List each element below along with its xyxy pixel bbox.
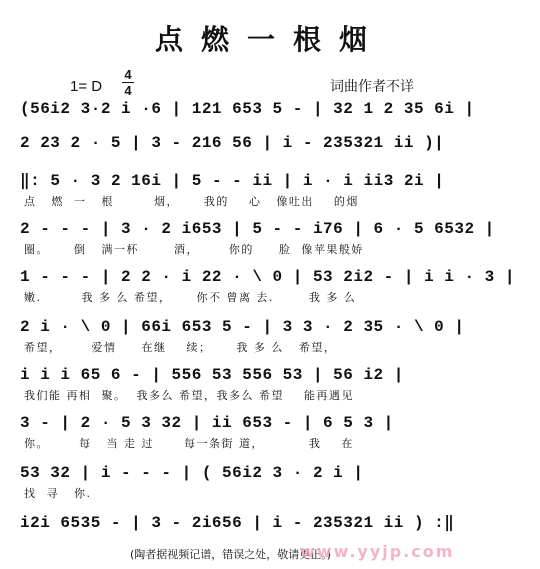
notation-line-8: 3 - | 2 · 5 3 32 | ii 653 - | 6 5 3 | xyxy=(20,414,394,432)
footer-note: (陶者据视频记谱，错误之处，敬请更正。) xyxy=(130,548,332,561)
time-signature-bottom: 4 xyxy=(124,83,132,98)
notation-line-6: 2 i · \ 0 | 66i 653 5 - | 3 3 · 2 35 · \ 0 | xyxy=(20,318,465,336)
lyric-line-7: 我们能 再相 聚。 我多么 希望，我多么 希望 能再遇见 xyxy=(24,389,354,402)
lyric-line-8: 你。 每 当 走 过 每一条街 道， 我 在 xyxy=(24,437,354,450)
lyric-line-3: 点 燃 一 根 烟， 我的 心 像吐出 的烟 xyxy=(24,195,359,208)
notation-line-2: 2 23 2 · 5 | 3 - 216 56 | i - 235321 ii )| xyxy=(20,134,445,152)
notation-line-4: 2 - - - | 3 · 2 i653 | 5 - - i76 | 6 · 5 6532 | xyxy=(20,220,495,238)
song-title: 点燃一根烟 xyxy=(154,23,385,56)
credit-text: 词曲作者不详 xyxy=(330,79,414,95)
notation-line-1: (56i2 3·2 i ·6 | 121 653 5 - | 32 1 2 35 6i | xyxy=(20,100,475,118)
notation-line-5: 1 - - - | 2 2 · i 22 · \ 0 | 53 2i2 - | i i · 3 | xyxy=(20,268,515,286)
notation-line-9: 53 32 | i - - - | ( 56i2 3 · 2 i | xyxy=(20,464,364,482)
watermark-text: www.yyjp.com xyxy=(300,542,455,561)
lyric-line-9: 找 寻 你. xyxy=(24,487,92,500)
notation-line-10: i2i 6535 - | 3 - 2i656 | i - 235321 ii ) :‖ xyxy=(20,514,455,532)
notation-line-7: i i i 65 6 - | 556 53 556 53 | 56 i2 | xyxy=(20,366,404,384)
lyric-line-6: 希望， 爱情 在继 续； 我 多 么 希望， xyxy=(24,341,337,354)
time-signature xyxy=(122,68,134,97)
lyric-line-2 xyxy=(24,154,530,170)
key-signature: 1= D xyxy=(70,78,103,95)
notation-line-3: ‖: 5 · 3 2 16i | 5 - - ii | i · i ii3 2i | xyxy=(20,172,445,190)
lyric-line-4: 圈。 倒 满一杯 酒， 你的 脸 像苹果般娇 xyxy=(24,243,364,256)
time-signature-top: 4 xyxy=(124,67,132,82)
lyric-line-5: 嫩. 我 多 么 希望， 你不 曾离 去. 我 多 么 xyxy=(24,291,357,304)
